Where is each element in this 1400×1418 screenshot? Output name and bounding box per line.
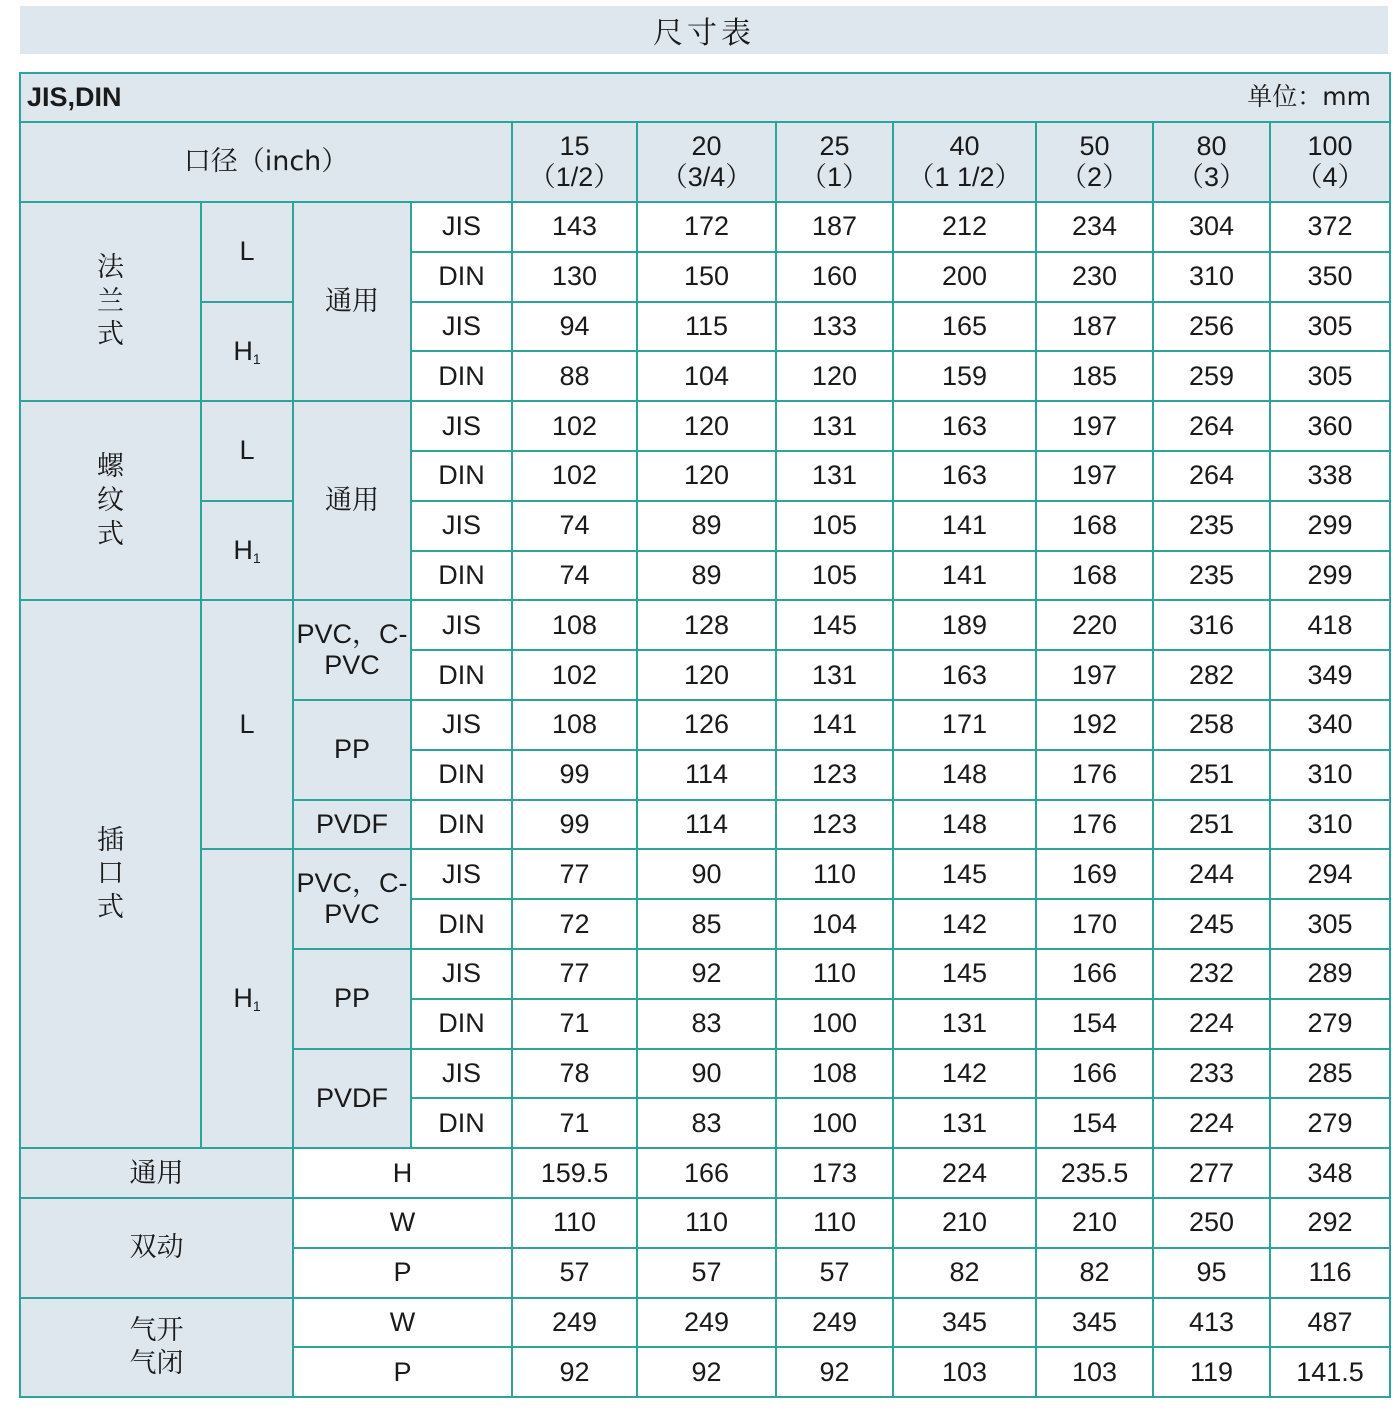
value-cell: 77 <box>512 949 637 999</box>
value-cell: 83 <box>637 999 776 1049</box>
value-cell: 350 <box>1270 252 1390 302</box>
value-cell: 99 <box>512 750 637 800</box>
standard-label: JIS,DIN <box>27 81 122 112</box>
standard-din: DIN <box>411 650 512 700</box>
caliber-header: 口径（inch） <box>20 122 512 202</box>
size-mm: 50 <box>1079 130 1110 161</box>
value-cell: 57 <box>637 1248 776 1298</box>
value-cell: 249 <box>637 1298 776 1348</box>
value-cell: 71 <box>512 1098 637 1148</box>
value-cell: 145 <box>893 849 1036 899</box>
dim-L: L <box>201 600 293 849</box>
value-cell: 120 <box>776 351 893 401</box>
size-inch: （1/2） <box>528 162 621 192</box>
value-cell: 279 <box>1270 1098 1390 1148</box>
value-cell: 176 <box>1036 750 1153 800</box>
value-cell: 340 <box>1270 700 1390 750</box>
value-cell: 103 <box>1036 1347 1153 1397</box>
value-cell: 413 <box>1153 1298 1270 1348</box>
value-cell: 264 <box>1153 401 1270 451</box>
dim-H1 <box>201 849 293 1148</box>
value-cell: 110 <box>776 849 893 899</box>
value-cell: 141.5 <box>1270 1347 1390 1397</box>
value-cell: 108 <box>776 1049 893 1099</box>
standard-jis: JIS <box>411 700 512 750</box>
value-cell: 170 <box>1036 899 1153 949</box>
category-thread <box>20 401 201 600</box>
value-cell: 102 <box>512 401 637 451</box>
value-cell: 185 <box>1036 351 1153 401</box>
material-pvdf: PVDF <box>293 1049 411 1149</box>
value-cell: 166 <box>1036 949 1153 999</box>
value-cell: 131 <box>893 999 1036 1049</box>
value-cell: 89 <box>637 551 776 601</box>
value-cell: 338 <box>1270 451 1390 501</box>
value-cell: 78 <box>512 1049 637 1099</box>
value-cell: 289 <box>1270 949 1390 999</box>
value-cell: 128 <box>637 600 776 650</box>
value-cell: 316 <box>1153 600 1270 650</box>
value-cell: 104 <box>776 899 893 949</box>
value-cell: 279 <box>1270 999 1390 1049</box>
value-cell: 310 <box>1270 800 1390 850</box>
value-cell: 250 <box>1153 1198 1270 1248</box>
value-cell: 169 <box>1036 849 1153 899</box>
value-cell: 71 <box>512 999 637 1049</box>
value-cell: 108 <box>512 700 637 750</box>
standard-jis: JIS <box>411 949 512 999</box>
value-cell: 145 <box>893 949 1036 999</box>
standard-jis: JIS <box>411 849 512 899</box>
value-cell: 94 <box>512 302 637 352</box>
material-pvc: PVC，C-PVC <box>293 849 411 949</box>
value-cell: 119 <box>1153 1347 1270 1397</box>
unit-row <box>20 73 1390 122</box>
value-cell: 235 <box>1153 501 1270 551</box>
standard-jis: JIS <box>411 1049 512 1099</box>
dim-L: L <box>201 202 293 302</box>
value-cell: 105 <box>776 551 893 601</box>
table-row <box>20 1298 1390 1348</box>
value-cell: 100 <box>776 999 893 1049</box>
value-cell: 165 <box>893 302 1036 352</box>
size-mm: 100 <box>1307 130 1353 161</box>
value-cell: 258 <box>1153 700 1270 750</box>
table-row <box>20 1148 1390 1198</box>
value-cell: 110 <box>776 949 893 999</box>
value-cell: 282 <box>1153 650 1270 700</box>
value-cell: 159 <box>893 351 1036 401</box>
value-cell: 372 <box>1270 202 1390 252</box>
value-cell: 176 <box>1036 800 1153 850</box>
value-cell: 189 <box>893 600 1036 650</box>
value-cell: 166 <box>637 1148 776 1198</box>
value-cell: 120 <box>637 451 776 501</box>
value-cell: 224 <box>1153 999 1270 1049</box>
value-cell: 120 <box>637 650 776 700</box>
value-cell: 163 <box>893 650 1036 700</box>
value-cell: 171 <box>893 700 1036 750</box>
category-air-open-close <box>20 1298 293 1398</box>
value-cell: 57 <box>512 1248 637 1298</box>
size-inch: （1 1/2） <box>907 162 1022 192</box>
value-cell: 154 <box>1036 999 1153 1049</box>
value-cell: 235 <box>1153 551 1270 601</box>
value-cell: 115 <box>637 302 776 352</box>
value-cell: 74 <box>512 501 637 551</box>
category-flange <box>20 202 201 401</box>
value-cell: 90 <box>637 1049 776 1099</box>
value-cell: 142 <box>893 1049 1036 1099</box>
size-inch: （3/4） <box>660 162 753 192</box>
value-cell: 57 <box>776 1248 893 1298</box>
value-cell: 232 <box>1153 949 1270 999</box>
value-cell: 299 <box>1270 501 1390 551</box>
value-cell: 264 <box>1153 451 1270 501</box>
value-cell: 173 <box>776 1148 893 1198</box>
value-cell: 82 <box>893 1248 1036 1298</box>
value-cell: 235.5 <box>1036 1148 1153 1198</box>
category-socket <box>20 600 201 1148</box>
dim-L: L <box>201 401 293 501</box>
size-header-15 <box>512 122 637 202</box>
category-socket-text: 插口式 <box>97 824 124 924</box>
dimension-table <box>19 72 1391 1398</box>
value-cell: 163 <box>893 451 1036 501</box>
size-mm: 80 <box>1196 130 1227 161</box>
value-cell: 249 <box>776 1298 893 1348</box>
category-general: 通用 <box>20 1148 293 1198</box>
standard-jis: JIS <box>411 600 512 650</box>
standard-jis: JIS <box>411 401 512 451</box>
standard-din: DIN <box>411 999 512 1049</box>
value-cell: 72 <box>512 899 637 949</box>
value-cell: 244 <box>1153 849 1270 899</box>
value-cell: 114 <box>637 750 776 800</box>
value-cell: 166 <box>1036 1049 1153 1099</box>
value-cell: 110 <box>512 1198 637 1248</box>
value-cell: 360 <box>1270 401 1390 451</box>
material-pvc: PVC，C-PVC <box>293 600 411 700</box>
value-cell: 163 <box>893 401 1036 451</box>
value-cell: 299 <box>1270 551 1390 601</box>
h1-base: H <box>233 335 253 366</box>
value-cell: 197 <box>1036 650 1153 700</box>
value-cell: 90 <box>637 849 776 899</box>
value-cell: 141 <box>776 700 893 750</box>
value-cell: 74 <box>512 551 637 601</box>
value-cell: 187 <box>1036 302 1153 352</box>
standard-din: DIN <box>411 451 512 501</box>
value-cell: 345 <box>1036 1298 1153 1348</box>
value-cell: 192 <box>1036 700 1153 750</box>
size-inch: （1） <box>799 162 870 192</box>
dim-H1 <box>201 302 293 402</box>
value-cell: 230 <box>1036 252 1153 302</box>
size-mm: 40 <box>949 130 980 161</box>
value-cell: 294 <box>1270 849 1390 899</box>
h1-subscript: 1 <box>252 350 261 367</box>
category-air-open-close-text: 气开气闭 <box>129 1314 184 1380</box>
dimension-P: P <box>293 1248 512 1298</box>
value-cell: 148 <box>893 750 1036 800</box>
value-cell: 200 <box>893 252 1036 302</box>
value-cell: 85 <box>637 899 776 949</box>
value-cell: 251 <box>1153 750 1270 800</box>
h1-base: H <box>233 535 253 566</box>
dimension-W: W <box>293 1298 512 1348</box>
table-row <box>20 302 1390 352</box>
value-cell: 141 <box>893 551 1036 601</box>
value-cell: 105 <box>776 501 893 551</box>
material-pp: PP <box>293 700 411 800</box>
value-cell: 305 <box>1270 302 1390 352</box>
value-cell: 304 <box>1153 202 1270 252</box>
value-cell: 277 <box>1153 1148 1270 1198</box>
value-cell: 131 <box>893 1098 1036 1148</box>
table-row <box>20 202 1390 252</box>
standard-din: DIN <box>411 351 512 401</box>
value-cell: 150 <box>637 252 776 302</box>
value-cell: 104 <box>637 351 776 401</box>
category-flange-text: 法兰式 <box>97 251 124 351</box>
size-header-40 <box>893 122 1036 202</box>
standard-jis: JIS <box>411 202 512 252</box>
value-cell: 310 <box>1270 750 1390 800</box>
value-cell: 210 <box>1036 1198 1153 1248</box>
unit-label: 单位：mm <box>1247 82 1372 112</box>
material-pvdf: PVDF <box>293 800 411 850</box>
value-cell: 131 <box>776 451 893 501</box>
value-cell: 110 <box>776 1198 893 1248</box>
value-cell: 234 <box>1036 202 1153 252</box>
size-mm: 20 <box>691 130 722 161</box>
size-mm: 25 <box>819 130 850 161</box>
value-cell: 159.5 <box>512 1148 637 1198</box>
value-cell: 99 <box>512 800 637 850</box>
value-cell: 143 <box>512 202 637 252</box>
dim-H1 <box>201 501 293 601</box>
value-cell: 130 <box>512 252 637 302</box>
h1-base: H <box>233 983 253 1014</box>
value-cell: 210 <box>893 1198 1036 1248</box>
value-cell: 259 <box>1153 351 1270 401</box>
size-inch: （3） <box>1176 162 1247 192</box>
value-cell: 95 <box>1153 1248 1270 1298</box>
value-cell: 131 <box>776 650 893 700</box>
value-cell: 133 <box>776 302 893 352</box>
value-cell: 224 <box>1153 1098 1270 1148</box>
page-title: 尺寸表 <box>20 6 1388 54</box>
value-cell: 487 <box>1270 1298 1390 1348</box>
category-double-acting: 双动 <box>20 1198 293 1298</box>
value-cell: 92 <box>637 949 776 999</box>
material-general: 通用 <box>293 202 411 401</box>
size-inch: （4） <box>1295 162 1365 192</box>
value-cell: 77 <box>512 849 637 899</box>
value-cell: 102 <box>512 451 637 501</box>
value-cell: 100 <box>776 1098 893 1148</box>
standard-din: DIN <box>411 252 512 302</box>
standard-din: DIN <box>411 750 512 800</box>
value-cell: 256 <box>1153 302 1270 352</box>
standard-din: DIN <box>411 1098 512 1148</box>
value-cell: 92 <box>776 1347 893 1397</box>
dimension-H: H <box>293 1148 512 1198</box>
value-cell: 126 <box>637 700 776 750</box>
material-general: 通用 <box>293 401 411 600</box>
value-cell: 345 <box>893 1298 1036 1348</box>
standard-din: DIN <box>411 551 512 601</box>
value-cell: 160 <box>776 252 893 302</box>
standard-din: DIN <box>411 899 512 949</box>
value-cell: 83 <box>637 1098 776 1148</box>
dimension-P: P <box>293 1347 512 1397</box>
value-cell: 197 <box>1036 451 1153 501</box>
value-cell: 123 <box>776 800 893 850</box>
category-thread-text: 螺纹式 <box>97 451 124 550</box>
value-cell: 131 <box>776 401 893 451</box>
value-cell: 110 <box>637 1198 776 1248</box>
value-cell: 310 <box>1153 252 1270 302</box>
table-row <box>20 600 1390 650</box>
value-cell: 285 <box>1270 1049 1390 1099</box>
value-cell: 348 <box>1270 1148 1390 1198</box>
h1-subscript: 1 <box>252 998 261 1015</box>
value-cell: 418 <box>1270 600 1390 650</box>
value-cell: 102 <box>512 650 637 700</box>
value-cell: 187 <box>776 202 893 252</box>
value-cell: 251 <box>1153 800 1270 850</box>
value-cell: 123 <box>776 750 893 800</box>
size-header-25 <box>776 122 893 202</box>
size-header-100 <box>1270 122 1390 202</box>
value-cell: 245 <box>1153 899 1270 949</box>
size-header-20 <box>637 122 776 202</box>
value-cell: 154 <box>1036 1098 1153 1148</box>
value-cell: 145 <box>776 600 893 650</box>
value-cell: 92 <box>512 1347 637 1397</box>
table-row <box>20 1198 1390 1248</box>
h1-subscript: 1 <box>252 550 261 567</box>
size-header-80 <box>1153 122 1270 202</box>
value-cell: 114 <box>637 800 776 850</box>
value-cell: 92 <box>637 1347 776 1397</box>
standard-jis: JIS <box>411 302 512 352</box>
value-cell: 141 <box>893 501 1036 551</box>
value-cell: 88 <box>512 351 637 401</box>
value-cell: 172 <box>637 202 776 252</box>
table-row <box>20 401 1390 451</box>
value-cell: 233 <box>1153 1049 1270 1099</box>
value-cell: 292 <box>1270 1198 1390 1248</box>
table-row <box>20 501 1390 551</box>
value-cell: 103 <box>893 1347 1036 1397</box>
value-cell: 148 <box>893 800 1036 850</box>
value-cell: 305 <box>1270 351 1390 401</box>
value-cell: 197 <box>1036 401 1153 451</box>
value-cell: 142 <box>893 899 1036 949</box>
value-cell: 220 <box>1036 600 1153 650</box>
standard-din: DIN <box>411 800 512 850</box>
size-header-row <box>20 122 1390 202</box>
value-cell: 249 <box>512 1298 637 1348</box>
standard-jis: JIS <box>411 501 512 551</box>
value-cell: 108 <box>512 600 637 650</box>
value-cell: 349 <box>1270 650 1390 700</box>
value-cell: 168 <box>1036 501 1153 551</box>
value-cell: 82 <box>1036 1248 1153 1298</box>
value-cell: 212 <box>893 202 1036 252</box>
size-inch: （2） <box>1059 162 1130 192</box>
value-cell: 168 <box>1036 551 1153 601</box>
value-cell: 305 <box>1270 899 1390 949</box>
value-cell: 120 <box>637 401 776 451</box>
value-cell: 224 <box>893 1148 1036 1198</box>
dimension-W: W <box>293 1198 512 1248</box>
size-header-50 <box>1036 122 1153 202</box>
size-mm: 15 <box>559 130 590 161</box>
value-cell: 89 <box>637 501 776 551</box>
value-cell: 116 <box>1270 1248 1390 1298</box>
table-row <box>20 849 1390 899</box>
material-pp: PP <box>293 949 411 1049</box>
